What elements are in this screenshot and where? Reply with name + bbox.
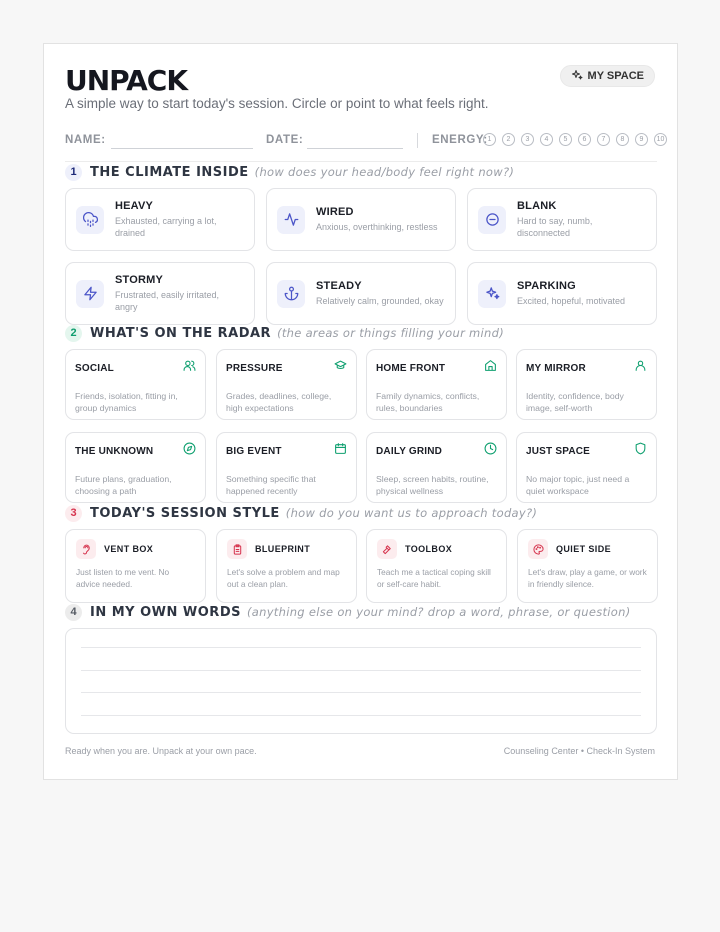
section-number: 1: [65, 164, 82, 181]
climate-card-wired[interactable]: [266, 188, 456, 251]
card-desc: Relatively calm, grounded, okay: [316, 296, 444, 306]
writing-line: [81, 670, 641, 671]
name-field[interactable]: [111, 148, 253, 149]
card-title: HOME FRONT: [376, 362, 446, 374]
energy-option[interactable]: 9: [635, 133, 648, 146]
compass-icon: [183, 442, 196, 460]
climate-card-stormy[interactable]: [65, 262, 255, 325]
lightning-icon: [76, 280, 104, 308]
card-title: SOCIAL: [75, 362, 114, 374]
writing-line: [81, 715, 641, 716]
section-climate-header: [65, 163, 514, 181]
ear-icon: [76, 539, 96, 559]
radar-card-my-mirror[interactable]: [516, 349, 657, 420]
climate-card-sparking[interactable]: [467, 262, 657, 325]
card-title: BLUEPRINT: [255, 544, 311, 554]
section-words-header: [65, 603, 631, 621]
field-divider: [417, 133, 418, 148]
card-desc: Frustrated, easily irritated, angry: [115, 290, 220, 312]
section-number: 2: [65, 325, 82, 342]
radar-card-big-event[interactable]: [216, 432, 357, 503]
hammer-icon: [377, 539, 397, 559]
footer-right: Counseling Center • Check-In System: [503, 746, 655, 756]
my-space-label: MY SPACE: [587, 70, 644, 82]
energy-option[interactable]: 8: [616, 133, 629, 146]
radar-card-just-space[interactable]: [516, 432, 657, 503]
card-desc: Hard to say, numb, disconnected: [517, 216, 593, 238]
graduation-cap-icon: [334, 359, 347, 377]
energy-option[interactable]: 1: [483, 133, 496, 146]
card-title: JUST SPACE: [526, 445, 591, 457]
radar-card-social[interactable]: [65, 349, 206, 420]
info-fields: [65, 132, 672, 152]
divider: [65, 161, 657, 162]
cloud-rain-icon: [76, 206, 104, 234]
energy-option[interactable]: 6: [578, 133, 591, 146]
card-title: STEADY: [316, 280, 362, 292]
section-hint: (the areas or things filling your mind): [277, 326, 505, 340]
radar-card-pressure[interactable]: [216, 349, 357, 420]
card-desc: Identity, confidence, body image, self-worth: [526, 391, 624, 413]
anchor-icon: [277, 280, 305, 308]
climate-card-steady[interactable]: [266, 262, 456, 325]
section-style-header: [65, 504, 537, 522]
card-desc: Anxious, overthinking, restless: [316, 222, 438, 232]
sparkles-icon: [571, 69, 583, 84]
energy-option[interactable]: 2: [502, 133, 515, 146]
card-desc: Let's draw, play a game, or work in friendly silence.: [528, 567, 647, 589]
card-title: VENT BOX: [104, 544, 154, 554]
card-desc: Something specific that happened recently: [226, 474, 316, 496]
writing-line: [81, 692, 641, 693]
card-desc: Family dynamics, conflicts, rules, boundaries: [376, 391, 480, 413]
page-title: UNPACK: [65, 64, 188, 97]
card-title: STORMY: [115, 274, 164, 286]
card-title: MY MIRROR: [526, 362, 586, 374]
date-field[interactable]: [307, 148, 403, 149]
section-number: 3: [65, 505, 82, 522]
activity-icon: [277, 206, 305, 234]
palette-icon: [528, 539, 548, 559]
style-card-vent-box[interactable]: [65, 529, 206, 603]
section-hint: (how do you want us to approach today?): [285, 506, 538, 520]
card-desc: No major topic, just need a quiet workspace: [526, 474, 630, 496]
page-subtitle: A simple way to start today's session. Circle or point to what feels right.: [65, 96, 489, 111]
home-icon: [484, 359, 497, 377]
section-title: TODAY'S SESSION STYLE: [90, 505, 280, 521]
free-text-area[interactable]: [65, 628, 657, 734]
card-title: DAILY GRIND: [376, 445, 443, 457]
card-title: PRESSURE: [226, 362, 283, 374]
card-desc: Exhausted, carrying a lot, drained: [115, 216, 217, 238]
card-title: BIG EVENT: [226, 445, 282, 457]
clock-icon: [484, 442, 497, 460]
card-title: SPARKING: [517, 280, 576, 292]
energy-option[interactable]: 10: [654, 133, 667, 146]
section-title: IN MY OWN WORDS: [90, 604, 241, 620]
my-space-button[interactable]: [560, 65, 655, 87]
users-icon: [183, 359, 196, 377]
sparkles-icon: [478, 280, 506, 308]
card-desc: Grades, deadlines, college, high expectations: [226, 391, 332, 413]
section-hint: (anything else on your mind? drop a word, phrase, or question): [246, 605, 631, 619]
section-hint: (how does your head/body feel right now?): [254, 165, 515, 179]
minus-circle-icon: [478, 206, 506, 234]
climate-card-blank[interactable]: [467, 188, 657, 251]
card-desc: Future plans, graduation, choosing a path: [75, 474, 172, 496]
section-title: WHAT'S ON THE RADAR: [90, 325, 272, 341]
energy-option[interactable]: 5: [559, 133, 572, 146]
card-desc: Just listen to me vent. No advice needed.: [76, 567, 170, 589]
writing-line: [81, 647, 641, 648]
card-title: TOOLBOX: [405, 544, 453, 554]
clipboard-icon: [227, 539, 247, 559]
style-card-blueprint[interactable]: [216, 529, 357, 603]
card-desc: Teach me a tactical coping skill or self-care habit.: [377, 567, 491, 589]
card-title: BLANK: [517, 200, 557, 212]
user-icon: [634, 359, 647, 377]
section-title: THE CLIMATE INSIDE: [90, 164, 249, 180]
section-radar-header: [65, 324, 504, 342]
card-title: WIRED: [316, 206, 354, 218]
section-number: 4: [65, 604, 82, 621]
name-label: NAME:: [65, 134, 106, 146]
shield-icon: [634, 442, 647, 460]
calendar-icon: [334, 442, 347, 460]
card-desc: Sleep, screen habits, routine, physical wellness: [376, 474, 489, 496]
card-title: HEAVY: [115, 200, 154, 212]
date-label: DATE:: [266, 134, 304, 146]
energy-label: ENERGY:: [432, 134, 488, 146]
card-title: QUIET SIDE: [556, 544, 612, 554]
card-title: THE UNKNOWN: [75, 445, 154, 457]
radar-card-the-unknown[interactable]: [65, 432, 206, 503]
radar-card-home-front[interactable]: [366, 349, 507, 420]
radar-card-daily-grind[interactable]: [366, 432, 507, 503]
footer-left: Ready when you are. Unpack at your own pace.: [65, 746, 257, 756]
check-in-sheet: [43, 43, 678, 780]
card-desc: Let's solve a problem and map out a clean plan.: [227, 567, 340, 589]
card-desc: Excited, hopeful, motivated: [517, 296, 626, 306]
climate-card-heavy[interactable]: [65, 188, 255, 251]
card-desc: Friends, isolation, fitting in, group dynamics: [75, 391, 178, 413]
energy-option[interactable]: 3: [521, 133, 534, 146]
style-card-toolbox[interactable]: [366, 529, 507, 603]
energy-option[interactable]: 7: [597, 133, 610, 146]
style-card-quiet-side[interactable]: [517, 529, 658, 603]
energy-scale: [483, 133, 667, 146]
energy-option[interactable]: 4: [540, 133, 553, 146]
